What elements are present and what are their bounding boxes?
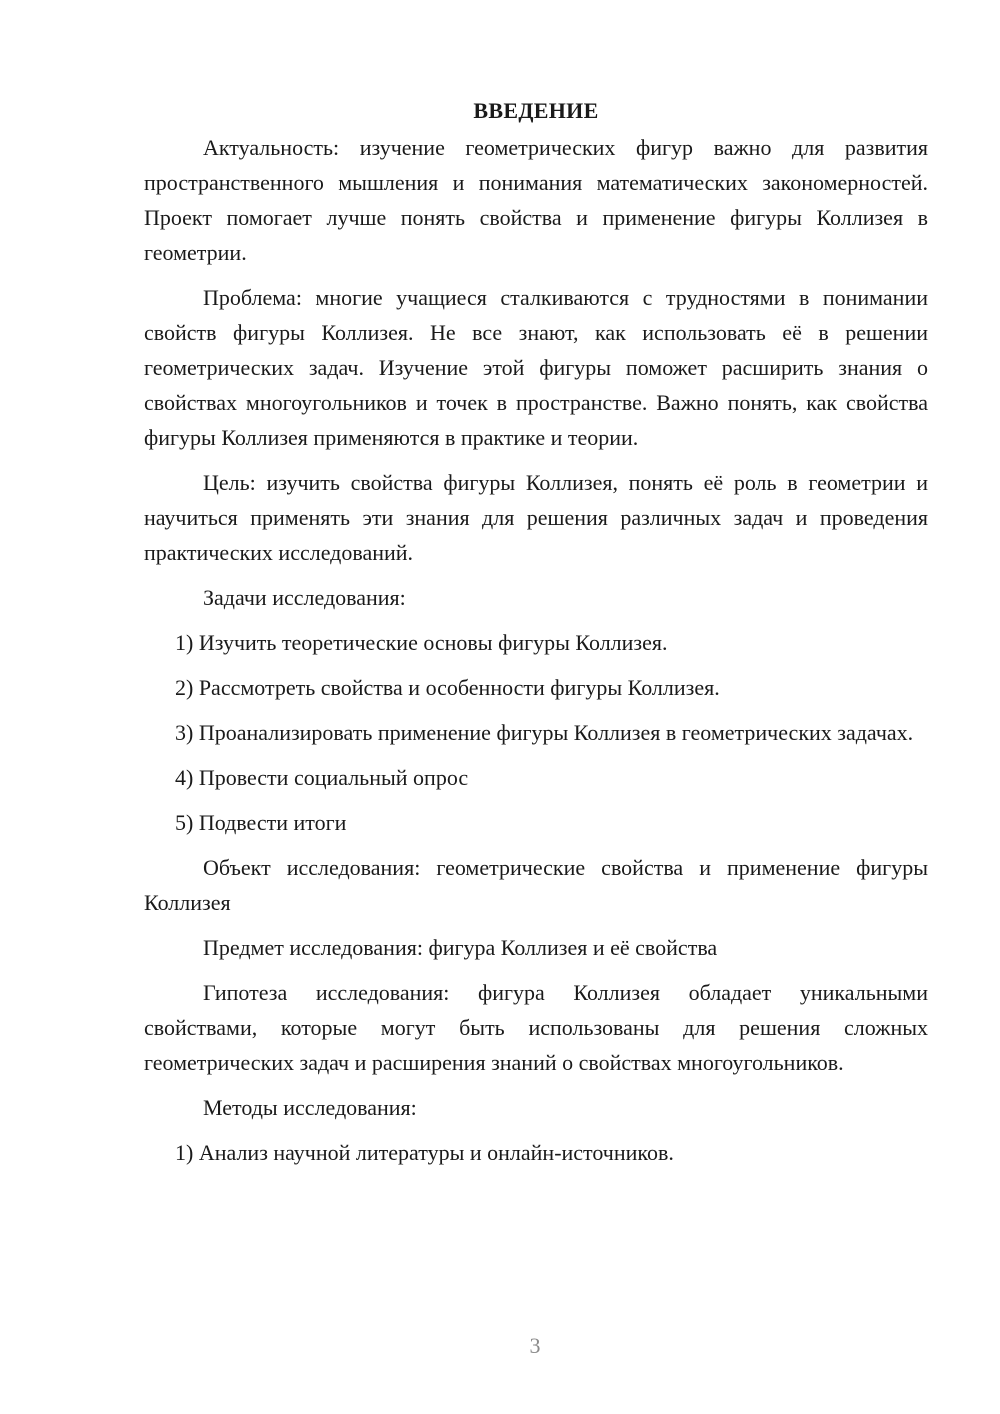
page-title: ВВЕДЕНИЕ (473, 98, 599, 123)
paragraph-relevance: Актуальность: изучение геометрических фигур важно для развития пространственного мышления и понимания математических закономерностей. Проект помогает лучше понять свойства и применение фигуры Коллизея в геометрии. (144, 135, 928, 265)
paragraph-methods-heading: Методы исследования: (203, 1095, 417, 1120)
paragraph-object: Объект исследования: геометрические свойства и применение фигуры Коллизея (144, 855, 928, 915)
page-number: 3 (529, 1333, 541, 1358)
paragraph-goal: Цель: изучить свойства фигуры Коллизея, понять её роль в геометрии и научиться применять эти знания для решения различных задач и проведения практических исследований. (144, 470, 928, 565)
list-item-task-1: 1) Изучить теоретические основы фигуры Коллизея. (175, 630, 668, 655)
list-item-task-4: 4) Провести социальный опрос (175, 765, 469, 790)
paragraph-hypothesis: Гипотеза исследования: фигура Коллизея обладает уникальными свойствами, которые могут быть использованы для решения сложных геометрических задач и расширения знаний о свойствах многоугольников. (144, 980, 928, 1075)
page-content (144, 93, 928, 1180)
list-item-task-3: 3) Проанализировать применение фигуры Коллизея в геометрических задачах. (175, 720, 914, 745)
paragraph-problem: Проблема: многие учащиеся сталкиваются с трудностями в понимании свойств фигуры Коллизея. Не все знают, как использовать её в решении геометрических задач. Изучение этой фигуры поможет расширить знания о свойствах многоугольников и точек в пространстве. Важно понять, как свойства фигуры Коллизея применяются в практике и теории. (144, 285, 928, 450)
list-item-task-5: 5) Подвести итоги (175, 810, 347, 835)
list-item-method-1: 1) Анализ научной литературы и онлайн-источников. (175, 1140, 674, 1165)
list-item-task-2: 2) Рассмотреть свойства и особенности фигуры Коллизея. (175, 675, 720, 700)
paragraph-subject: Предмет исследования: фигура Коллизея и её свойства (203, 935, 718, 960)
paragraph-tasks-heading: Задачи исследования: (203, 585, 406, 610)
